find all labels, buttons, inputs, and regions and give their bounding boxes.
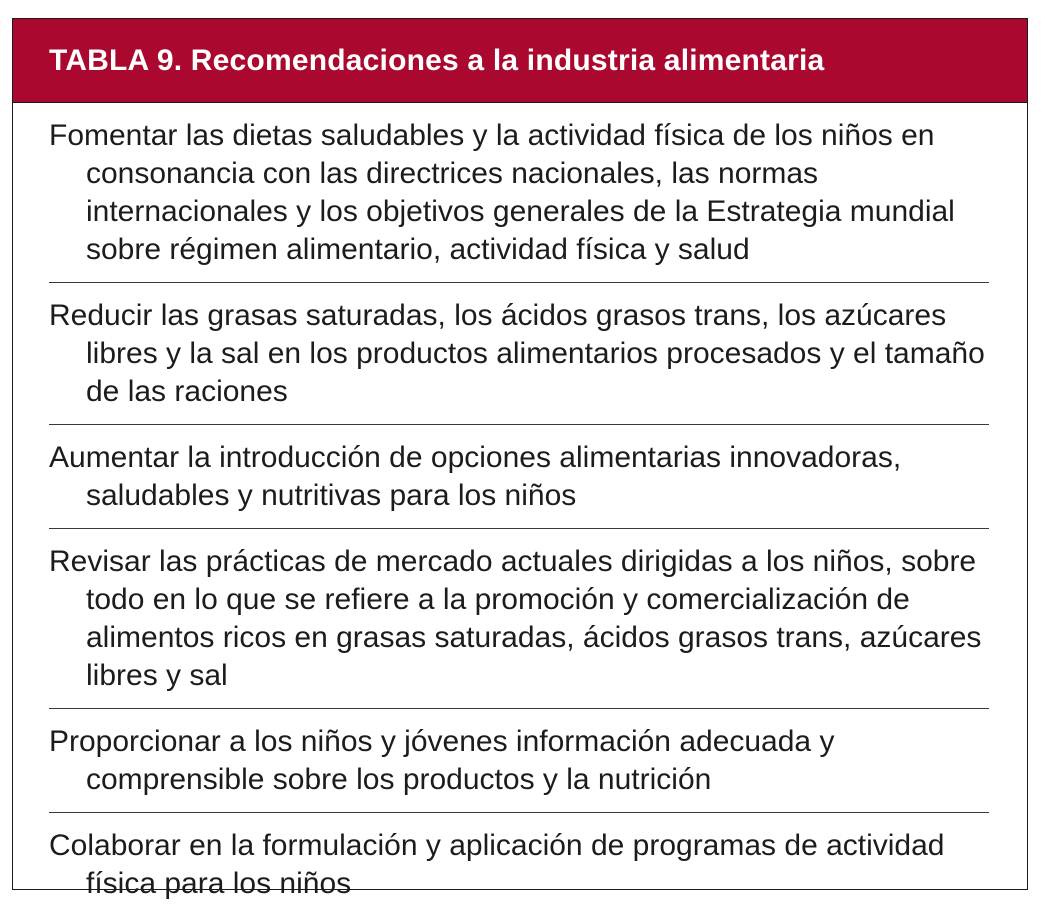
- table-row: Revisar las prácticas de mercado actuales dirigidas a los niños, sobre todo en lo que se refiere a la promoción y comercialización de alimentos ricos en grasas saturadas, ácidos grasos trans, azúcares libres y sal: [49, 529, 989, 709]
- table-row: Aumentar la introducción de opciones alimentarias innovadoras, saludables y nutritivas para los niños: [49, 425, 989, 529]
- table-title: TABLA 9. Recomendaciones a la industria alimentaria: [49, 43, 825, 77]
- table-row: Fomentar las dietas saludables y la actividad física de los niños en consonancia con las directrices nacionales, las normas internacionales y los objetivos generales de la Estrategia mundial sobre régimen alimentario, actividad física y salud: [49, 103, 989, 283]
- table-rows: [13, 103, 1027, 916]
- table-row: Colaborar en la formulación y aplicación de programas de actividad física para los niños: [49, 829, 945, 900]
- table-header: [13, 19, 1027, 103]
- table-row: Proporcionar a los niños y jóvenes información adecuada y comprensible sobre los productos y la nutrición: [49, 709, 989, 813]
- recommendations-table: [12, 18, 1028, 900]
- table-row: Reducir las grasas saturadas, los ácidos grasos trans, los azúcares libres y la sal en los productos alimentarios procesados y el tamaño de las raciones: [49, 283, 989, 425]
